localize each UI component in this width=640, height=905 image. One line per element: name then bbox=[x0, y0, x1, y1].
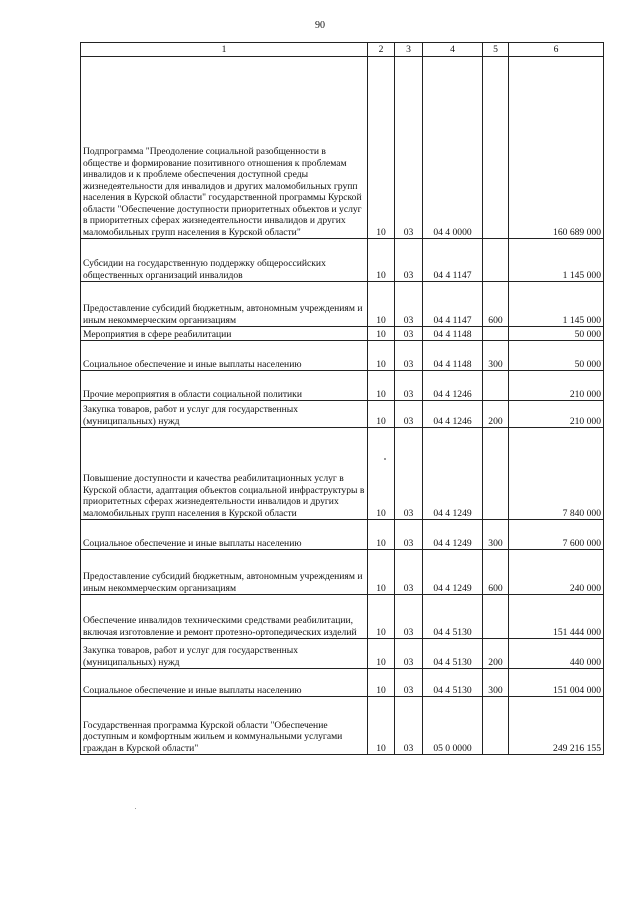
scan-speck bbox=[135, 808, 136, 809]
row-amount: 440 000 bbox=[509, 639, 604, 669]
row-expense-type bbox=[483, 595, 509, 639]
row-target-article: 04 4 1148 bbox=[423, 341, 483, 371]
row-podrazdel: 03 bbox=[395, 595, 423, 639]
row-amount: 160 689 000 bbox=[509, 57, 604, 239]
row-razdel: 10 bbox=[368, 550, 395, 595]
row-amount: 240 000 bbox=[509, 550, 604, 595]
row-expense-type: 200 bbox=[483, 639, 509, 669]
row-name: Социальное обеспечение и иные выплаты населению bbox=[81, 669, 368, 697]
row-target-article: 04 4 0000 bbox=[423, 57, 483, 239]
row-podrazdel: 03 bbox=[395, 371, 423, 401]
column-header: 3 bbox=[395, 43, 423, 57]
row-amount: 249 216 155 bbox=[509, 697, 604, 755]
table-row bbox=[81, 57, 604, 239]
row-expense-type bbox=[483, 327, 509, 341]
table-row bbox=[81, 595, 604, 639]
table-row bbox=[81, 327, 604, 341]
row-target-article: 05 0 0000 bbox=[423, 697, 483, 755]
table-row bbox=[81, 669, 604, 697]
row-name: Закупка товаров, работ и услуг для государственных (муниципальных) нужд bbox=[81, 639, 368, 669]
row-podrazdel: 03 bbox=[395, 401, 423, 428]
table-row bbox=[81, 550, 604, 595]
row-amount: 50 000 bbox=[509, 327, 604, 341]
page-number: 90 bbox=[315, 20, 325, 31]
row-target-article: 04 4 1249 bbox=[423, 520, 483, 550]
row-target-article: 04 4 1147 bbox=[423, 239, 483, 282]
row-razdel: 10 bbox=[368, 669, 395, 697]
row-expense-type: 200 bbox=[483, 401, 509, 428]
row-name: Социальное обеспечение и иные выплаты населению bbox=[81, 341, 368, 371]
row-podrazdel: 03 bbox=[395, 282, 423, 327]
row-expense-type bbox=[483, 239, 509, 282]
row-target-article: 04 4 1249 bbox=[423, 550, 483, 595]
row-razdel: 10 bbox=[368, 428, 395, 520]
row-name: Государственная программа Курской области "Обеспечение доступным и комфортным жильем и коммунальными услугами граждан в Курской области" bbox=[81, 697, 368, 755]
table-row bbox=[81, 239, 604, 282]
row-target-article: 04 4 1246 bbox=[423, 401, 483, 428]
row-podrazdel: 03 bbox=[395, 520, 423, 550]
row-name: Социальное обеспечение и иные выплаты населению bbox=[81, 520, 368, 550]
row-amount: 151 004 000 bbox=[509, 669, 604, 697]
row-name: Предоставление субсидий бюджетным, автономным учреждениям и иным некоммерческим организациям bbox=[81, 550, 368, 595]
row-razdel: 10 bbox=[368, 341, 395, 371]
row-razdel: 10 bbox=[368, 57, 395, 239]
row-amount: 1 145 000 bbox=[509, 239, 604, 282]
table-row bbox=[81, 282, 604, 327]
table-row bbox=[81, 639, 604, 669]
row-razdel: 10 bbox=[368, 697, 395, 755]
row-expense-type bbox=[483, 428, 509, 520]
row-name: Предоставление субсидий бюджетным, автономным учреждениям и иным некоммерческим организациям bbox=[81, 282, 368, 327]
row-amount: 151 444 000 bbox=[509, 595, 604, 639]
table-row bbox=[81, 428, 604, 520]
row-podrazdel: 03 bbox=[395, 239, 423, 282]
budget-table bbox=[80, 42, 604, 755]
row-amount: 210 000 bbox=[509, 371, 604, 401]
row-razdel: 10 bbox=[368, 239, 395, 282]
row-target-article: 04 4 5130 bbox=[423, 639, 483, 669]
row-razdel: 10 bbox=[368, 282, 395, 327]
row-expense-type: 600 bbox=[483, 550, 509, 595]
column-header: 2 bbox=[368, 43, 395, 57]
table-row bbox=[81, 401, 604, 428]
row-razdel: 10 bbox=[368, 371, 395, 401]
column-header: 5 bbox=[483, 43, 509, 57]
row-razdel: 10 bbox=[368, 327, 395, 341]
row-podrazdel: 03 bbox=[395, 669, 423, 697]
row-target-article: 04 4 5130 bbox=[423, 669, 483, 697]
column-header: 4 bbox=[423, 43, 483, 57]
row-expense-type: 600 bbox=[483, 282, 509, 327]
row-expense-type: 300 bbox=[483, 341, 509, 371]
table-header-row bbox=[81, 43, 604, 57]
row-target-article: 04 4 1148 bbox=[423, 327, 483, 341]
table-row bbox=[81, 697, 604, 755]
row-name: Обеспечение инвалидов техническими средствами реабилитации, включая изготовление и ремонт протезно-ортопедических изделий bbox=[81, 595, 368, 639]
row-expense-type bbox=[483, 697, 509, 755]
row-razdel: 10 bbox=[368, 401, 395, 428]
row-name: Подпрограмма "Преодоление социальной разобщенности в обществе и формирование позитивного отношения к проблемам инвалидов и к проблеме обеспечения доступной среды жизнедеятельности для инвалидов и других маломобильных групп населения в Курской области" государственной программы Курской области "Обеспечение доступности приоритетных объектов и услуг в приоритетных сферах жизнедеятельности инвалидов и других маломобильных групп населения в Курской области" bbox=[81, 57, 368, 239]
table-row bbox=[81, 520, 604, 550]
scan-speck bbox=[384, 458, 386, 460]
row-podrazdel: 03 bbox=[395, 697, 423, 755]
row-expense-type bbox=[483, 371, 509, 401]
column-header: 1 bbox=[81, 43, 368, 57]
row-razdel: 10 bbox=[368, 595, 395, 639]
row-amount: 50 000 bbox=[509, 341, 604, 371]
row-podrazdel: 03 bbox=[395, 639, 423, 669]
row-amount: 1 145 000 bbox=[509, 282, 604, 327]
row-amount: 210 000 bbox=[509, 401, 604, 428]
row-expense-type: 300 bbox=[483, 520, 509, 550]
row-name: Мероприятия в сфере реабилитации bbox=[81, 327, 368, 341]
row-podrazdel: 03 bbox=[395, 327, 423, 341]
row-razdel: 10 bbox=[368, 639, 395, 669]
row-amount: 7 600 000 bbox=[509, 520, 604, 550]
row-target-article: 04 4 1246 bbox=[423, 371, 483, 401]
row-target-article: 04 4 5130 bbox=[423, 595, 483, 639]
row-amount: 7 840 000 bbox=[509, 428, 604, 520]
row-expense-type bbox=[483, 57, 509, 239]
row-target-article: 04 4 1249 bbox=[423, 428, 483, 520]
row-podrazdel: 03 bbox=[395, 57, 423, 239]
row-target-article: 04 4 1147 bbox=[423, 282, 483, 327]
row-name: Закупка товаров, работ и услуг для государственных (муниципальных) нужд bbox=[81, 401, 368, 428]
row-name: Субсидии на государственную поддержку общероссийских общественных организаций инвалидов bbox=[81, 239, 368, 282]
row-razdel: 10 bbox=[368, 520, 395, 550]
row-podrazdel: 03 bbox=[395, 428, 423, 520]
row-expense-type: 300 bbox=[483, 669, 509, 697]
row-podrazdel: 03 bbox=[395, 550, 423, 595]
table-row bbox=[81, 371, 604, 401]
row-podrazdel: 03 bbox=[395, 341, 423, 371]
row-name: Повышение доступности и качества реабилитационных услуг в Курской области, адаптация объектов социальной инфраструктуры в приоритетных сферах жизнедеятельности инвалидов и других маломобильных групп населения в Курской области bbox=[81, 428, 368, 520]
table-row bbox=[81, 341, 604, 371]
row-name: Прочие мероприятия в области социальной политики bbox=[81, 371, 368, 401]
column-header: 6 bbox=[509, 43, 604, 57]
